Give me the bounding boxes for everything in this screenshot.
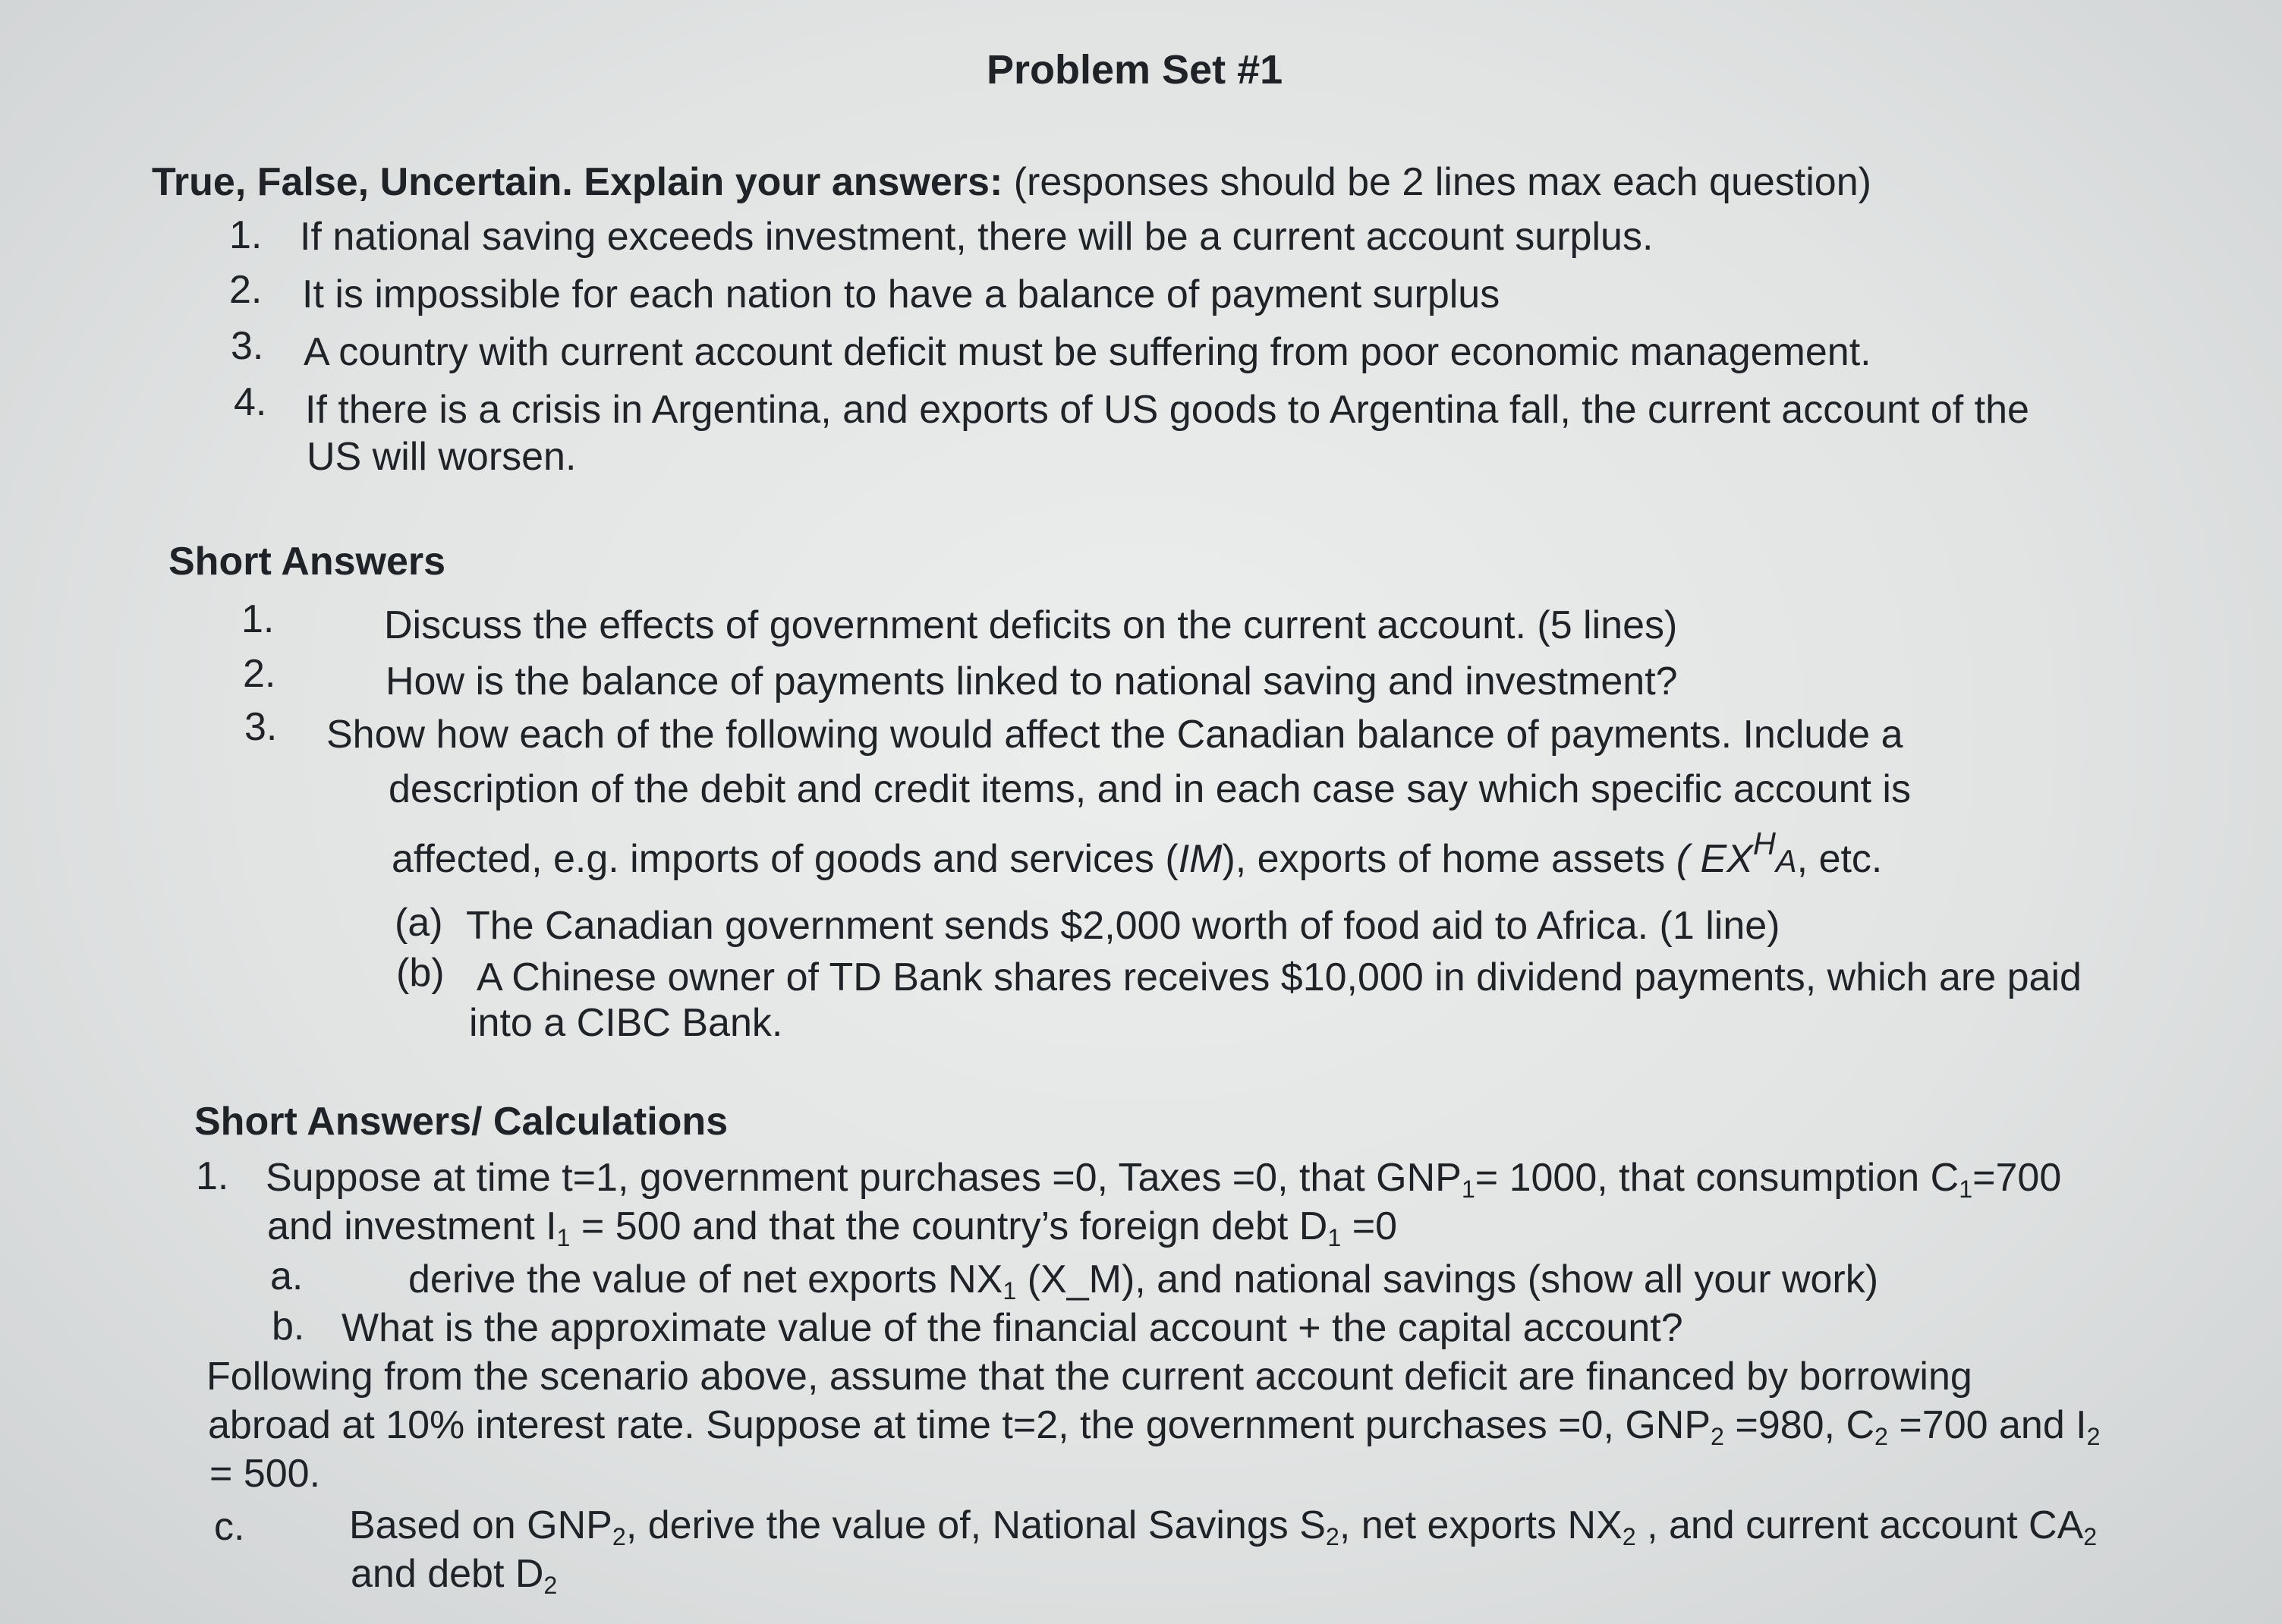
calc-c-text-b: , derive the value of, National Savings S [625,1503,1326,1547]
calc-q1-sub-d: 1 [1327,1224,1342,1252]
calc-c-label: c. [214,1505,245,1549]
calc-follow-line1: Following from the scenario above, assume that the current account deficit are financed by borrowing [206,1355,1972,1399]
sa-sub-b-text: A Chinese owner of TD Bank shares receives $10,000 in dividend payments, which are paid [477,955,2082,999]
calc-follow-sub-i: 2 [2086,1423,2101,1451]
calc-c-text-c: , net exports NX [1339,1503,1623,1547]
sa-item-3-line2: description of the debit and credit items, and in each case say which specific account is [389,767,1911,811]
calc-follow-line2-c: =700 and I [1887,1403,2087,1447]
sa-line3-ex: ( EX [1676,837,1753,881]
calc-follow-line2-b: =980, C [1723,1403,1875,1447]
tf-heading [152,158,1871,206]
sa-item-3-text: Show how each of the following would affect the Canadian balance of payments. Include a [326,713,1903,757]
calc-heading: Short Answers/ Calculations [194,1100,729,1144]
calc-q1-line1-a: Suppose at time t=1, government purchases =0, Taxes =0, that GNP [266,1156,1462,1200]
calc-b-label: b. [272,1305,305,1349]
calc-q1-line2-a: and investment I [267,1204,557,1248]
calc-q1-line2-b: = 500 and that the country’s foreign debt D [570,1204,1328,1248]
sa-line3-part-a: affected, e.g. imports of goods and services ( [392,837,1179,881]
calc-follow-sub-c: 2 [1874,1423,1888,1451]
sa-item-1-text: Discuss the effects of government deficits on the current account. (5 lines) [384,603,1678,647]
sa-line3-sup-h: H [1752,826,1776,862]
tf-heading-note: (responses should be 2 lines max each question) [1003,160,1871,204]
calc-c-sub-gnp: 2 [612,1523,626,1551]
calc-q1-sub-gnp: 1 [1461,1176,1475,1204]
sa-line3-part-b: ), exports of home assets [1222,837,1676,881]
calc-a-text [408,1255,1878,1304]
sa-item-2-num: 2. [243,652,276,696]
sa-item-3-line3 [392,826,1883,886]
tf-item-3-num: 3. [231,324,264,368]
tf-item-2-text: It is impossible for each nation to have a balance of payment surplus [302,272,1500,316]
calc-c-text [349,1501,2097,1550]
page-title: Problem Set #1 [987,47,1283,93]
calc-c-text-d: , and current account CA [1635,1503,2084,1547]
calc-follow-line3: = 500. [209,1452,321,1496]
sa-line3-sub-a: A [1775,843,1797,879]
calc-follow-line2-a: abroad at 10% interest rate. Suppose at time t=2, the government purchases =0, GNP [208,1403,1711,1447]
calc-q1-sub-i: 1 [556,1224,571,1252]
sa-sub-a-label: (a) [395,901,443,945]
tf-item-4-continuation: US will worsen. [307,435,577,479]
calc-a-label: a. [270,1254,304,1298]
tf-item-3-text: A country with current account deficit must be suffering from poor economic management. [304,330,1871,374]
tf-item-1-text: If national saving exceeds investment, there will be a current account surplus. [300,215,1654,259]
calc-q1-line1-c: =700 [1972,1156,2062,1200]
sa-sub-a-text: The Canadian government sends $2,000 worth of food aid to Africa. (1 line) [466,904,1780,948]
calc-b-text: What is the approximate value of the financial account + the capital account? [342,1306,1683,1350]
calc-q1-line2 [267,1202,1397,1251]
sa-heading: Short Answers [168,540,446,584]
tf-item-1-num: 1. [229,213,263,257]
calc-q1-sub-c: 1 [1959,1176,1973,1204]
sa-sub-b-continuation: into a CIBC Bank. [469,1001,783,1045]
calc-c-line2-a: and debt D [351,1552,544,1596]
calc-follow-line2 [208,1401,2101,1449]
tf-item-4-num: 4. [234,380,267,424]
calc-a-text-a: derive the value of net exports NX [408,1257,1003,1301]
sa-line3-im: IM [1178,837,1223,881]
calc-c-sub-d: 2 [543,1572,558,1600]
calc-follow-sub-gnp: 2 [1711,1423,1724,1451]
calc-q1-line2-c: =0 [1341,1204,1397,1248]
sa-line3-part-c: , etc. [1796,837,1883,881]
sa-sub-b-label: (b) [396,951,445,995]
calc-q1-line1-b: = 1000, that consumption C [1475,1156,1959,1200]
calc-c-sub-ca: 2 [2083,1523,2098,1551]
tf-item-4-text: If there is a crisis in Argentina, and exports of US goods to Argentina fall, the current account of the [305,388,2029,432]
sa-item-3-num: 3. [244,705,278,749]
calc-a-sub: 1 [1003,1277,1017,1305]
calc-c-sub-s: 2 [1325,1523,1339,1551]
sa-item-1-num: 1. [241,597,275,641]
sa-item-2-text: How is the balance of payments linked to national saving and investment? [386,659,1678,703]
calc-c-line2 [351,1550,557,1598]
tf-item-2-num: 2. [229,268,263,312]
calc-c-sub-nx: 2 [1622,1523,1636,1551]
calc-a-text-b: (X_M), and national savings (show all your work) [1016,1257,1879,1301]
calc-q1-num: 1. [196,1154,229,1198]
tf-heading-bold: True, False, Uncertain. Explain your answers: [152,160,1003,204]
calc-c-text-a: Based on GNP [349,1503,612,1547]
calc-q1-line1 [266,1153,2061,1202]
